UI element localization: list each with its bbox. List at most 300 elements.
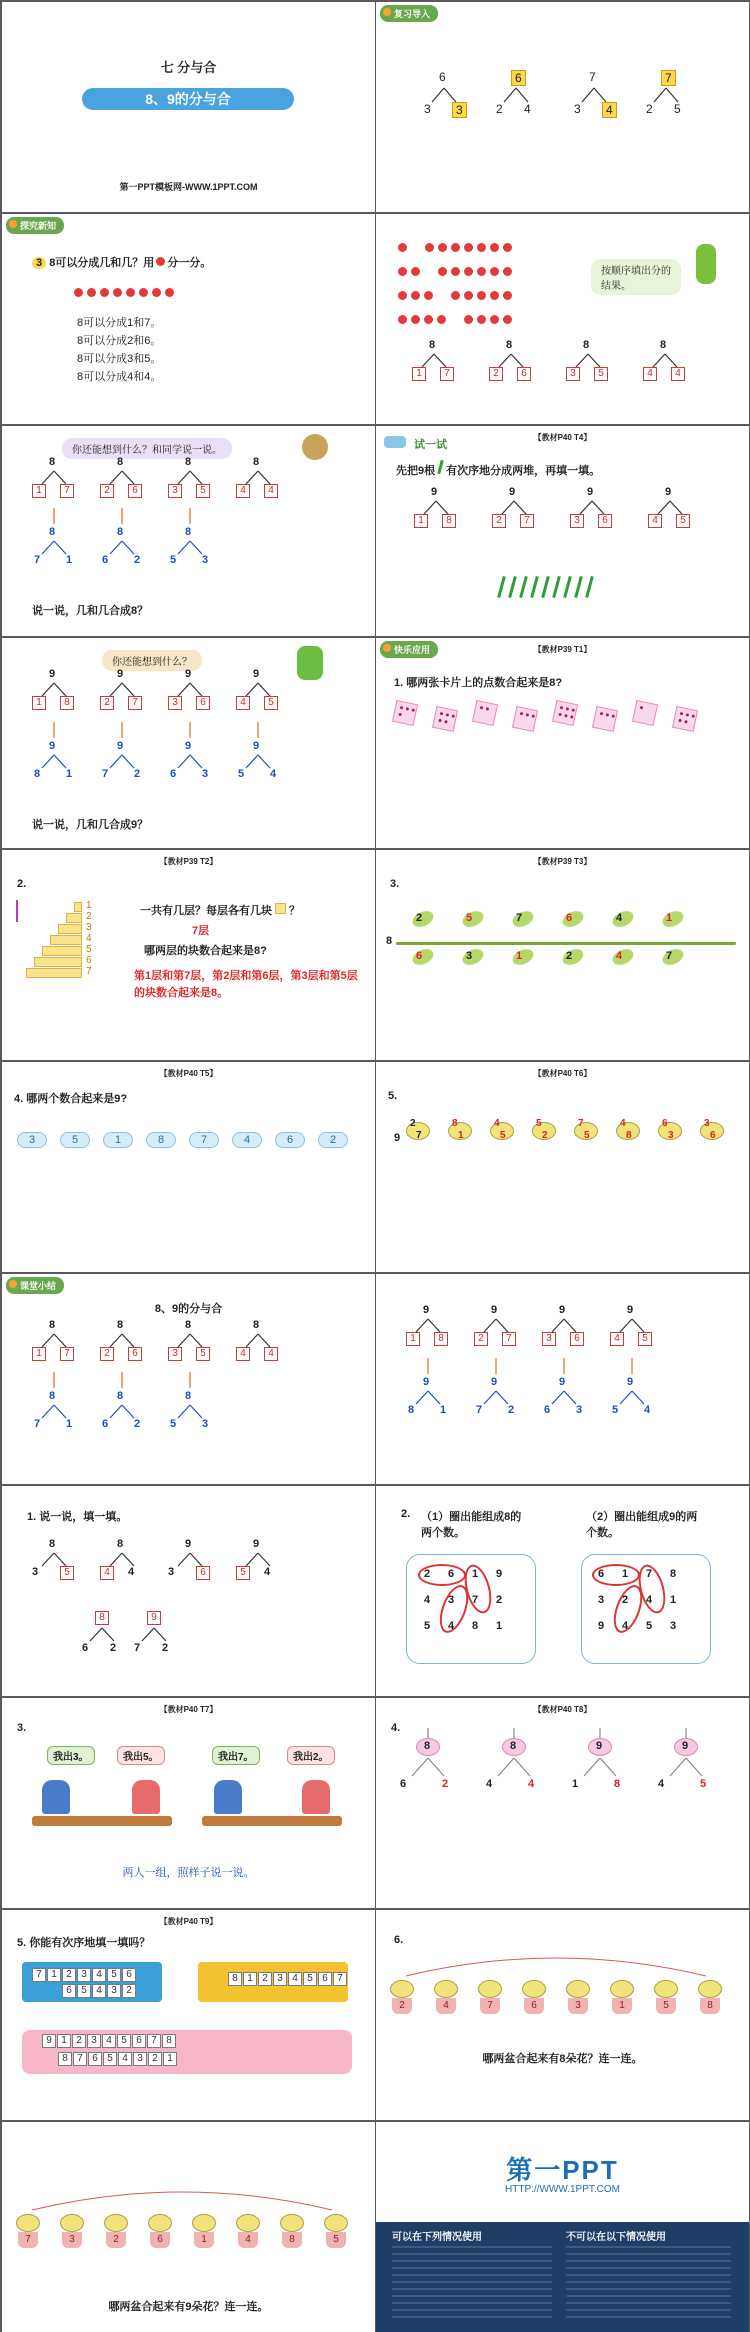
number-cloud: 1 (103, 1132, 133, 1148)
tree-right-box: 8 (60, 696, 74, 710)
grid-number: 4 (622, 1620, 629, 1632)
card-dot (570, 715, 574, 719)
combo-top: 9 (49, 740, 56, 752)
flower-pot: 2 (392, 1998, 412, 2014)
think-bubble: 你还能想到什么？和同学说一说。 (62, 438, 232, 459)
card-dot (571, 708, 575, 712)
combo-left: 5 (612, 1404, 619, 1416)
lantern-top: 8 (424, 1740, 431, 1752)
tree-right-box: 6 (570, 1332, 584, 1346)
combo-right: 3 (202, 768, 209, 780)
leaf-top-number: 2 (416, 912, 423, 924)
slide-practice1[interactable] (2, 1486, 375, 1696)
number-cloud: 6 (275, 1132, 305, 1148)
tree-left-box: 2 (100, 1347, 114, 1361)
truck-cell: 4 (92, 1984, 106, 1998)
textbook-ref: 【教材P40 T7】 (159, 1705, 218, 1714)
dot-card (432, 706, 458, 732)
flower-icon (152, 288, 161, 297)
butterfly-bottom: 5 (584, 1130, 590, 1141)
slide-vine[interactable] (376, 850, 749, 1060)
number-cloud: 4 (232, 1132, 262, 1148)
tree-left: 3 (424, 102, 431, 116)
cards-question: 1. 哪两张卡片上的点数合起来是8? (394, 677, 563, 689)
connector-line (658, 501, 670, 514)
slide-lanterns[interactable] (376, 1698, 749, 1908)
tree-top: 9 (423, 1304, 430, 1316)
tree-right-box: 4 (671, 367, 685, 381)
truck-cell: 2 (148, 2052, 162, 2066)
dot-card (512, 706, 538, 732)
q1-text: 一共有几层？每层各有几块 (140, 905, 272, 917)
butterfly-bottom: 5 (500, 1130, 506, 1141)
dot-card (552, 700, 578, 726)
ask-text: 说一说，几和几合成9？ (32, 819, 149, 831)
slide-brand[interactable] (376, 2122, 749, 2332)
lantern-right: 8 (614, 1778, 621, 1790)
brand-url[interactable]: HTTP://WWW.1PPT.COM (505, 2184, 620, 2195)
lantern-left: 4 (486, 1778, 493, 1790)
part-two: （2）圈出能组成9的两个数。 (586, 1511, 698, 1539)
connector-line (190, 541, 202, 554)
connector-line (588, 354, 600, 367)
tree-right: 2 (162, 1642, 169, 1654)
tree-top: 6 (511, 70, 526, 86)
butterfly-top: 7 (578, 1118, 584, 1129)
dot-card (472, 700, 498, 726)
truck-cell: 8 (228, 1972, 242, 1986)
flower-bunch (324, 2214, 348, 2232)
tree-left-box: 1 (32, 1347, 46, 1361)
unit-title: 七 分与合 (160, 60, 217, 75)
card-dot (446, 713, 450, 717)
truck-cell: 5 (103, 2052, 117, 2066)
tree-top: 8 (253, 1319, 260, 1331)
connector-line (620, 1319, 632, 1332)
truck-cell: 5 (77, 1984, 91, 1998)
tree-top: 9 (49, 668, 56, 680)
connector-lines (376, 214, 749, 424)
q1-end: ？ (289, 905, 300, 917)
flower-pot: 4 (238, 2232, 258, 2248)
card-dot (684, 720, 688, 724)
connector-line (416, 1319, 428, 1332)
tree-left-box: 3 (168, 696, 182, 710)
tree-left-box: 3 (168, 484, 182, 498)
lantern-right: 5 (700, 1778, 707, 1790)
item-number: 5. (388, 1090, 398, 1102)
flower-bunch (390, 1980, 414, 1998)
truck-cell: 3 (77, 1968, 91, 1982)
connector-line (110, 1553, 122, 1566)
stick-icon (530, 576, 539, 598)
combo-top: 9 (627, 1376, 634, 1388)
stair-label: 7 (86, 966, 92, 977)
connector-line (496, 1319, 508, 1332)
tree-top: 8 (49, 456, 56, 468)
connector-line (632, 1319, 644, 1332)
lantern-right: 2 (442, 1778, 449, 1790)
arrow-icon (16, 900, 18, 922)
butterfly-bottom: 8 (626, 1130, 632, 1141)
connector-line (258, 683, 270, 696)
answer-layers: 7层 (192, 925, 210, 937)
tree-right-box: 6 (517, 367, 531, 381)
tree-right: 4 (602, 102, 617, 118)
tree-right-box: 4 (264, 1347, 278, 1361)
connector-line (504, 88, 516, 102)
butterfly-top: 8 (452, 1118, 458, 1129)
connector-line (54, 683, 66, 696)
slide-review[interactable] (376, 2, 749, 212)
slide-explore[interactable] (2, 214, 375, 424)
item-number: 2. (17, 878, 27, 890)
q-end: 有次序地分成两堆，再填一填。 (446, 465, 601, 477)
slide-stairs[interactable] (2, 850, 375, 1060)
truck-cell: 8 (162, 2034, 176, 2048)
card-dot (558, 713, 562, 717)
connector-line (620, 1391, 632, 1404)
lantern-right: 4 (528, 1778, 535, 1790)
stair-row (74, 902, 82, 912)
combo-top: 8 (117, 526, 124, 538)
connector-lines (376, 1698, 749, 1908)
truck-cell: 4 (102, 2034, 116, 2048)
grid-number: 8 (670, 1568, 677, 1580)
combo-left: 8 (34, 768, 41, 780)
tree-top: 9 (253, 668, 260, 680)
connector-line (580, 501, 592, 514)
combo-right: 1 (66, 768, 73, 780)
speech-bubble: 我出2。 (287, 1746, 335, 1765)
card-dot (560, 706, 564, 710)
butterfly-top: 6 (662, 1118, 668, 1129)
slide-title[interactable] (2, 2, 375, 212)
textbook-ref: 【教材P40 T9】 (159, 1917, 218, 1926)
stick-icon (552, 576, 561, 598)
butterfly-bottom: 1 (458, 1130, 464, 1141)
ask-text: 说一说，几和几合成8？ (32, 605, 149, 617)
flower-bunch (236, 2214, 260, 2232)
connector-line (594, 88, 606, 102)
combo-left: 7 (34, 1418, 41, 1430)
connector-line (178, 471, 190, 484)
slide-think9[interactable] (2, 638, 375, 848)
connector-line (122, 541, 134, 554)
leaf-top-number: 6 (566, 912, 573, 924)
slide-order[interactable] (376, 214, 749, 424)
grid-number: 1 (472, 1568, 479, 1580)
slide-circle[interactable] (376, 1486, 749, 1696)
combo-right: 2 (508, 1404, 515, 1416)
tree-top: 8 (49, 1538, 56, 1550)
combo-left: 6 (102, 1418, 109, 1430)
connector-line (432, 88, 444, 102)
tree-top: 8 (253, 456, 260, 468)
truck-cell: 3 (107, 1984, 121, 1998)
slide-try[interactable] (376, 426, 749, 636)
tree-top: 9 (491, 1304, 498, 1316)
connector-line (190, 1405, 202, 1418)
tree-left-box: 4 (236, 484, 250, 498)
flower-icon (100, 288, 109, 297)
leaf-bottom-number: 1 (516, 950, 523, 962)
section-tag: 试一试 (414, 439, 447, 451)
grid-number: 6 (598, 1568, 605, 1580)
connector-line (178, 1334, 190, 1347)
site-credit: 第一PPT模板网-WWW.1PPT.COM (119, 182, 258, 192)
lantern-left: 1 (572, 1778, 579, 1790)
leaf-top (510, 908, 536, 930)
grid-number: 4 (424, 1594, 431, 1606)
item-number: 2. (401, 1508, 411, 1520)
link-arc (32, 2192, 332, 2210)
truck-cell: 5 (117, 2034, 131, 2048)
truck-cell: 3 (87, 2034, 101, 2048)
textbook-ref: 【教材P40 T8】 (533, 1705, 592, 1714)
child-icon (42, 1780, 70, 1814)
connector-line (416, 1391, 428, 1404)
truck-cell: 1 (47, 1968, 61, 1982)
grid-number: 4 (646, 1594, 653, 1606)
connector-line (190, 683, 202, 696)
textbook-ref: 【教材P39 T1】 (533, 645, 592, 654)
slide-pots8[interactable] (376, 1910, 749, 2120)
card-dot (680, 712, 684, 716)
butterfly-bottom: 3 (668, 1130, 674, 1141)
section-tag: 快乐应用 (380, 641, 438, 658)
combo-right: 4 (270, 768, 277, 780)
tree-top: 9 (185, 668, 192, 680)
truck-cell: 1 (163, 2052, 177, 2066)
split-line: 8可以分成1和7。 (77, 317, 162, 329)
truck-cell: 4 (118, 2052, 132, 2066)
slide-cardgame[interactable] (2, 1698, 375, 1908)
item-number: 3. (17, 1722, 27, 1734)
combo-left: 5 (170, 1418, 177, 1430)
connector-line (54, 541, 66, 554)
hint-bubble: 按顺序填出分的结果。 (591, 259, 681, 295)
tree-left-box: 2 (100, 484, 114, 498)
connector-line (54, 755, 66, 768)
truck-cell: 5 (107, 1968, 121, 1982)
textbook-ref: 【教材P39 T2】 (159, 857, 218, 866)
split-line: 8可以分成4和4。 (77, 371, 162, 383)
tree-top: 9 (253, 1538, 260, 1550)
connector-line (564, 1391, 576, 1404)
card-dot (526, 713, 530, 717)
speech-bubble: 我出3。 (47, 1746, 95, 1765)
combo-top: 8 (185, 526, 192, 538)
leaf-top (610, 908, 636, 930)
card-dot (531, 714, 535, 718)
tree-top: 9 (509, 486, 516, 498)
flower-icon (74, 288, 83, 297)
connector-line (434, 354, 446, 367)
card-dot (691, 714, 695, 718)
connector-line (665, 354, 677, 367)
connector-line (110, 683, 122, 696)
connector-line (552, 1319, 564, 1332)
flower-pot: 4 (436, 1998, 456, 2014)
flower-bunch (192, 2214, 216, 2232)
connector-line (632, 1391, 644, 1404)
connector-line (42, 1334, 54, 1347)
connector-line (246, 471, 258, 484)
stair-row (42, 946, 82, 956)
card-dot (480, 706, 484, 710)
tree-left: 2 (496, 102, 503, 116)
grid-number: 3 (598, 1594, 605, 1606)
slide-cards[interactable] (376, 638, 749, 848)
connector-line (122, 471, 134, 484)
trucks-question: 5. 你能有次序地填一填吗？ (17, 1937, 151, 1949)
card-dot (406, 707, 410, 711)
combo-right: 2 (134, 1418, 141, 1430)
flower-bunch (16, 2214, 40, 2232)
connector-line (584, 1758, 600, 1776)
flower-bunch (654, 1980, 678, 1998)
truck-cell: 7 (333, 1972, 347, 1986)
truck-cell: 2 (258, 1972, 272, 1986)
leaf-bottom (560, 946, 586, 968)
grid-number: 3 (670, 1620, 677, 1632)
card-dot (400, 706, 404, 710)
stick-icon (563, 576, 572, 598)
slide-pots9[interactable] (2, 2122, 375, 2332)
flower-pot: 1 (194, 2232, 214, 2248)
card-dot (520, 712, 524, 716)
connector-line (54, 1405, 66, 1418)
tree-left-box: 2 (489, 367, 503, 381)
leaf-bottom (610, 946, 636, 968)
slide-trucks[interactable] (2, 1910, 375, 2120)
tree-left-box: 4 (236, 1347, 250, 1361)
connector-line (102, 1628, 114, 1641)
stick-icon (585, 576, 594, 598)
stair-row (34, 957, 82, 967)
connector-line (246, 683, 258, 696)
connector-line (258, 1334, 270, 1347)
tree-top: 7 (661, 70, 676, 86)
tree-left-box: 2 (474, 1332, 488, 1346)
connector-lines (2, 1486, 375, 1696)
tree-left-box: 2 (492, 514, 506, 528)
grid-number: 2 (424, 1568, 431, 1580)
practice-question: 1. 说一说，填一填。 (27, 1511, 128, 1523)
lesson-title: 8、9的分与合 (82, 88, 294, 110)
tree-left: 2 (646, 102, 653, 116)
tree-top: 8 (117, 456, 124, 468)
pair-note: 两人一组，照样子说一说。 (122, 1867, 255, 1879)
slide-think8[interactable] (2, 426, 375, 636)
question-text-end: 分一分。 (167, 257, 212, 269)
grid-number: 6 (448, 1568, 455, 1580)
question-line (32, 254, 211, 270)
slide-summary[interactable] (2, 1274, 375, 1484)
connector-line (258, 1553, 270, 1566)
flower-pot: 5 (326, 2232, 346, 2248)
tree-top: 8 (506, 339, 513, 351)
stair-label: 3 (86, 922, 92, 933)
flower-bunch (148, 2214, 172, 2232)
number-cloud: 5 (60, 1132, 90, 1148)
tree-right-box: 5 (638, 1332, 652, 1346)
truck-cell: 3 (133, 2052, 147, 2066)
connector-line (122, 755, 134, 768)
leaf-top (660, 908, 686, 930)
tree-left-box: 4 (100, 1566, 114, 1580)
tree-top: 9 (117, 668, 124, 680)
combo-left: 5 (238, 768, 245, 780)
card-dot (600, 712, 604, 716)
combo-right: 3 (576, 1404, 583, 1416)
connector-line (178, 541, 190, 554)
textbook-ref: 【教材P39 T3】 (533, 857, 592, 866)
connector-line (42, 755, 54, 768)
flower-pot: 2 (106, 2232, 126, 2248)
split-line: 8可以分成3和5。 (77, 353, 162, 365)
tree-left-box: 1 (406, 1332, 420, 1346)
leaf-top-number: 4 (616, 912, 623, 924)
combo-right: 2 (134, 768, 141, 780)
card-dot (411, 708, 415, 712)
slide-summary9[interactable] (376, 1274, 749, 1484)
combo-top: 9 (559, 1376, 566, 1388)
combo-right: 1 (66, 554, 73, 566)
connector-line (246, 1553, 258, 1566)
connector-line (686, 1758, 702, 1776)
tree-top: 9 (185, 1538, 192, 1550)
stair-label: 4 (86, 933, 92, 944)
connector-line (444, 88, 456, 102)
stick-icon (508, 576, 517, 598)
connector-line (670, 501, 682, 514)
tree-left-box: 5 (236, 1566, 250, 1580)
truck-cell: 2 (72, 2034, 86, 2048)
connector-line (428, 1391, 440, 1404)
tree-right-box: 4 (264, 484, 278, 498)
truck-cell: 6 (318, 1972, 332, 1986)
tree-right: 2 (110, 1642, 117, 1654)
flower-bunch (478, 1980, 502, 1998)
card-dot (611, 714, 615, 718)
butterfly-bottom: 7 (416, 1130, 422, 1141)
flower-bunch (522, 1980, 546, 1998)
flower-bunch (280, 2214, 304, 2232)
tree-top: 9 (559, 1304, 566, 1316)
butterfly-top: 2 (410, 1118, 416, 1129)
dot-card (392, 700, 418, 726)
pots-question: 哪两盆合起来有8朵花？连一连。 (482, 2053, 643, 2065)
connector-line (142, 1628, 154, 1641)
tree-right-box: 6 (128, 1347, 142, 1361)
slide-clouds[interactable] (2, 1062, 375, 1272)
tree-top: 8 (117, 1538, 124, 1550)
q2-text: 哪两层的块数合起来是8? (144, 945, 267, 957)
truck-cell: 3 (273, 1972, 287, 1986)
flower-pot: 5 (656, 1998, 676, 2014)
tree-right-box: 5 (594, 367, 608, 381)
split-line: 8可以分成2和6。 (77, 335, 162, 347)
example-number: 3 (32, 257, 46, 269)
slide-butterflies[interactable] (376, 1062, 749, 1272)
speech-bubble: 我出5。 (117, 1746, 165, 1765)
pots-question: 哪两盆合起来有9朵花？连一连。 (108, 2301, 269, 2313)
child-icon (214, 1780, 242, 1814)
tree-left-box: 4 (648, 514, 662, 528)
grid-number: 9 (496, 1568, 503, 1580)
